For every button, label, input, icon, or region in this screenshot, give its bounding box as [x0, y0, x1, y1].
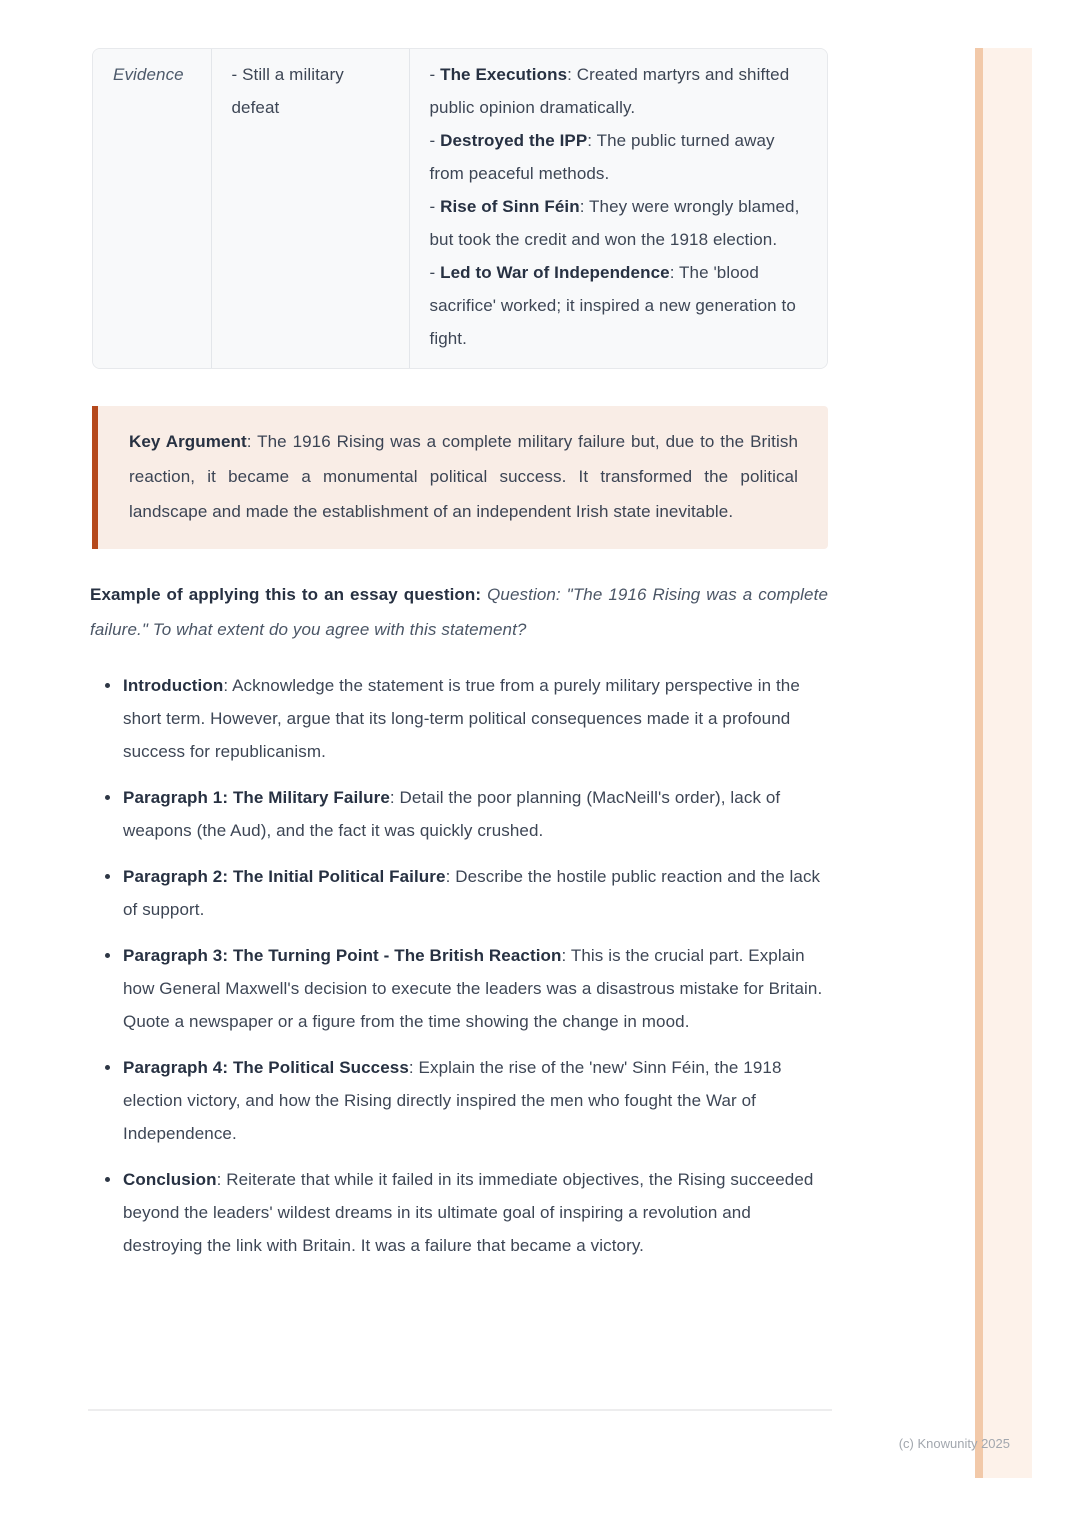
detail-prefix: -: [429, 263, 441, 282]
detail-text: : Created martyrs and shifted public opinion dramatically.: [429, 65, 790, 117]
page-edge-accent-line: [975, 48, 983, 1478]
list-item-paragraph-1: [90, 781, 828, 847]
detail-prefix: -: [429, 65, 441, 84]
bullet-term: Paragraph 3: The Turning Point - The British Reaction: [123, 946, 562, 965]
detail-term: Destroyed the IPP: [440, 131, 588, 150]
footer-divider: [88, 1409, 832, 1411]
essay-plan-list: [90, 669, 828, 1262]
table-cell-point: [211, 49, 409, 368]
detail-item-sinn-fein: [430, 190, 808, 256]
evidence-table: [92, 48, 828, 369]
evidence-table-grid: [93, 49, 827, 368]
detail-text: : They were wrongly blamed, but took the credit and won the 1918 election.: [429, 197, 800, 249]
callout-title: Key Argument: [129, 432, 247, 451]
bullet-text: : Describe the hostile public reaction and the lack of support.: [123, 867, 821, 919]
detail-term: Led to War of Independence: [440, 263, 670, 282]
detail-item-executions: [430, 58, 808, 124]
list-item-paragraph-3: [90, 939, 828, 1038]
list-item-paragraph-4: [90, 1051, 828, 1150]
bullet-term: Introduction: [123, 676, 224, 695]
evidence-label: Evidence: [113, 65, 184, 84]
example-paragraph: [90, 577, 828, 647]
point-text: - Still a military defeat: [231, 65, 344, 117]
example-question: Question: "The 1916 Rising was a complete failure." To what extent do you agree with this statement?: [90, 585, 828, 639]
detail-term: The Executions: [440, 65, 568, 84]
table-cell-evidence-label: [93, 49, 211, 368]
bullet-text: : Explain the rise of the 'new' Sinn Féin, the 1918 election victory, and how the Rising directly inspired the men who fought the War of Independence.: [123, 1058, 782, 1143]
list-item-paragraph-2: [90, 860, 828, 926]
key-argument-callout: [92, 406, 828, 549]
bullet-term: Conclusion: [123, 1170, 217, 1189]
detail-prefix: -: [429, 197, 441, 216]
callout-text: : The 1916 Rising was a complete military failure but, due to the British reaction, it became a monumental political success. It transformed the political landscape and made the establishment of an independent Irish state inevitable.: [129, 432, 798, 521]
page-edge-accent-fill: [983, 48, 1032, 1478]
bullet-text: : This is the crucial part. Explain how General Maxwell's decision to execute the leaders was a disastrous mistake for Britain. Quote a newspaper or a figure from the time showing the change in mood.: [123, 946, 823, 1031]
detail-item-war-of-independence: [430, 256, 808, 355]
example-lead: Example of applying this to an essay question:: [90, 585, 482, 604]
table-row: [93, 49, 827, 368]
list-item-introduction: [90, 669, 828, 768]
copyright-footer: (c) Knowunity 2025: [898, 1436, 1010, 1451]
list-item-conclusion: [90, 1163, 828, 1262]
detail-text: : The 'blood sacrifice' worked; it inspired a new generation to fight.: [429, 263, 796, 348]
bullet-text: : Acknowledge the statement is true from a purely military perspective in the short term. However, argue that its long-term political consequences made it a profound success for republicanism.: [123, 676, 800, 761]
bullet-term: Paragraph 1: The Military Failure: [123, 788, 390, 807]
content-column: [90, 48, 828, 1275]
detail-text: : The public turned away from peaceful methods.: [429, 131, 775, 183]
bullet-text: : Reiterate that while it failed in its immediate objectives, the Rising succeeded beyond the leaders' wildest dreams in its ultimate goal of inspiring a revolution and destroying the link with Britain. It was a failure that became a victory.: [123, 1170, 814, 1255]
bullet-term: Paragraph 4: The Political Success: [123, 1058, 409, 1077]
table-cell-details: [409, 49, 827, 368]
bullet-text: : Detail the poor planning (MacNeill's order), lack of weapons (the Aud), and the fact it was quickly crushed.: [123, 788, 781, 840]
detail-item-ipp: [430, 124, 808, 190]
detail-prefix: -: [429, 131, 441, 150]
bullet-term: Paragraph 2: The Initial Political Failure: [123, 867, 446, 886]
detail-term: Rise of Sinn Féin: [440, 197, 580, 216]
